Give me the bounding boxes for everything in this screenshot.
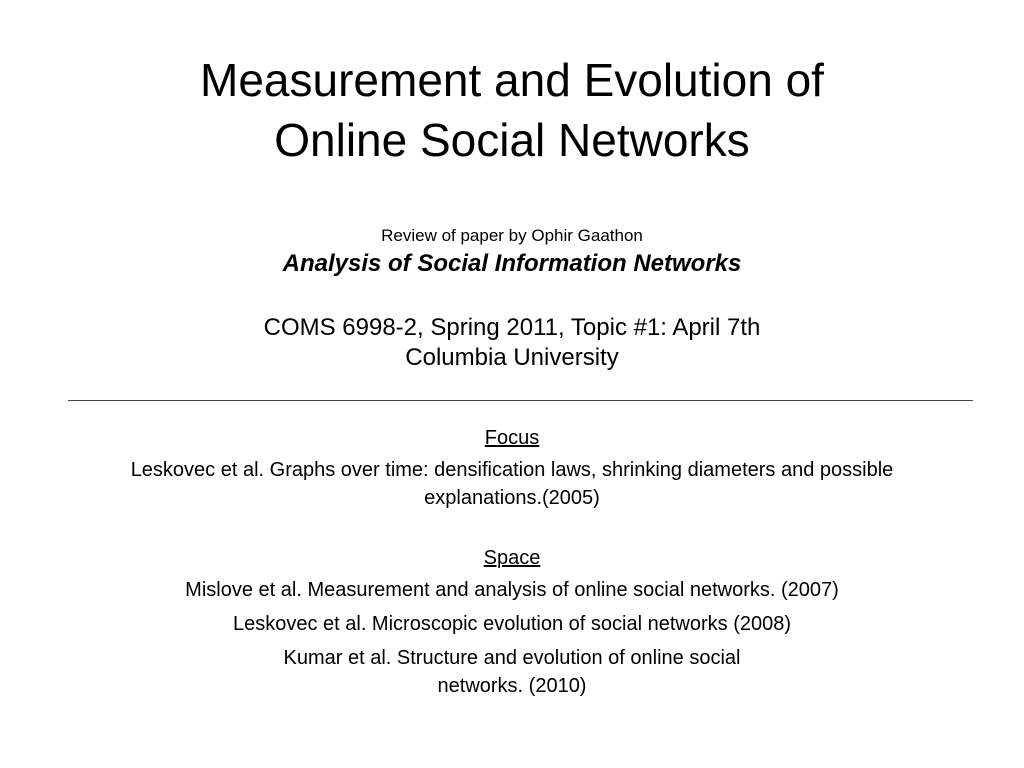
space-reference-3 [0, 644, 1024, 700]
slide-title-line-2: Online Social Networks [274, 114, 750, 166]
focus-reference [0, 456, 1024, 512]
course-info-line-2: Columbia University [405, 344, 619, 371]
space-heading: Space [483, 547, 541, 569]
focus-reference-line-1: Leskovec et al. Graphs over time: densification laws, shrinking diameters and possible [130, 459, 894, 481]
space-reference-3-line-1: Kumar et al. Structure and evolution of online social [283, 647, 741, 669]
focus-reference-line-2: explanations.(2005) [424, 487, 600, 509]
course-info [0, 313, 1024, 373]
space-reference-3-line-2: networks. (2010) [437, 675, 587, 697]
slide-title [0, 50, 1024, 170]
divider [68, 400, 973, 401]
course-info-line-1: COMS 6998-2, Spring 2011, Topic #1: April 7th [263, 314, 761, 341]
focus-heading: Focus [484, 427, 540, 449]
space-reference-2-line-1: Leskovec et al. Microscopic evolution of social networks (2008) [232, 613, 792, 635]
space-reference-1-line-1: Mislove et al. Measurement and analysis of online social networks. (2007) [185, 579, 839, 601]
course-name: Analysis of Social Information Networks [282, 250, 742, 277]
space-reference-2 [0, 610, 1024, 638]
space-reference-1 [0, 576, 1024, 604]
review-label: Review of paper by Ophir Gaathon [381, 226, 643, 245]
slide-title-line-1: Measurement and Evolution of [200, 54, 824, 106]
